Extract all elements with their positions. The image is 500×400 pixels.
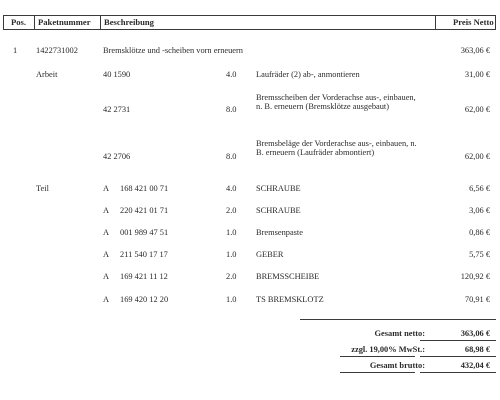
- teil-preis: 6,56 €: [469, 184, 490, 193]
- teil-menge: 1.0: [226, 250, 237, 259]
- header-paketnummer: Paketnummer: [38, 17, 91, 27]
- main-item-paketnummer: 1422731002: [36, 46, 78, 55]
- arbeit-menge: 8.0: [226, 105, 237, 114]
- teil-label: Teil: [36, 184, 49, 193]
- arbeit-preis: 62,00 €: [464, 152, 490, 161]
- teil-preis: 3,06 €: [469, 206, 490, 215]
- arbeit-nummer: 40 1590: [103, 70, 131, 79]
- teil-prefix: A: [103, 295, 110, 304]
- teil-prefix: A: [103, 228, 110, 237]
- mwst-value: 68,98 €: [464, 345, 490, 354]
- header-preis-netto: Preis Netto: [453, 17, 494, 27]
- arbeit-menge: 4.0: [226, 70, 237, 79]
- teil-nummer: 169 420 12 20: [120, 295, 169, 304]
- arbeit-beschreibung: Bremsscheiben der Vorderachse aus-, einbauen, n. B. erneuern (Bremsklötze ausgebaut): [256, 93, 416, 112]
- arbeit-beschreibung: Bremsbeläge der Vorderachse aus-, einbauen, n. B. erneuern (Laufräder abmontiert): [256, 139, 417, 158]
- brutto-value: 432,04 €: [460, 361, 490, 370]
- netto-value: 363,06 €: [460, 329, 490, 338]
- teil-beschreibung: Bremsenpaste: [256, 228, 303, 237]
- main-item-pos: 1: [13, 46, 18, 55]
- teil-prefix: A: [103, 184, 110, 193]
- teil-beschreibung: BREMSSCHEIBE: [256, 272, 320, 281]
- header-pos: Pos.: [11, 17, 27, 27]
- header-divider: [34, 16, 35, 29]
- teil-prefix: A: [103, 206, 110, 215]
- arbeit-preis: 31,00 €: [464, 70, 490, 79]
- brutto-value-underline: [420, 372, 496, 373]
- mwst-value-underline: [420, 356, 496, 357]
- teil-menge: 2.0: [226, 206, 237, 215]
- teil-menge: 1.0: [226, 228, 237, 237]
- teil-nummer: 169 421 11 12: [120, 272, 168, 281]
- teil-nummer: 001 989 47 51: [120, 228, 169, 237]
- arbeit-menge: 8.0: [226, 152, 237, 161]
- table-header: [3, 15, 496, 30]
- arbeit-label: Arbeit: [36, 70, 58, 79]
- teil-preis: 120,92 €: [460, 272, 490, 281]
- header-divider: [100, 16, 101, 29]
- teil-beschreibung: TS BREMSKLOTZ: [256, 295, 324, 304]
- arbeit-beschreibung: Laufräder (2) ab-, anmontieren: [256, 70, 360, 79]
- teil-beschreibung: SCHRAUBE: [256, 184, 301, 193]
- teil-beschreibung: GEBER: [256, 250, 284, 259]
- header-divider: [435, 16, 436, 29]
- teil-menge: 1.0: [226, 295, 237, 304]
- main-item-preis: 363,06 €: [460, 46, 490, 55]
- teil-prefix: A: [103, 272, 110, 281]
- brutto-label-underline: [340, 372, 415, 373]
- teil-menge: 4.0: [226, 184, 237, 193]
- teil-prefix: A: [103, 250, 110, 259]
- teil-nummer: 220 421 01 71: [120, 206, 169, 215]
- arbeit-nummer: 42 2706: [103, 152, 131, 161]
- main-item-beschreibung: Bremsklötze und -scheiben vorn erneuern: [103, 46, 243, 55]
- totals-divider: [300, 319, 496, 320]
- mwst-label: zzgl. 19,00% MwSt.:: [351, 345, 425, 354]
- arbeit-preis: 62,00 €: [464, 105, 490, 114]
- header-beschreibung: Beschreibung: [104, 17, 154, 27]
- teil-preis: 5,75 €: [469, 250, 490, 259]
- arbeit-nummer: 42 2731: [103, 105, 131, 114]
- teil-nummer: 168 421 00 71: [120, 184, 169, 193]
- brutto-label: Gesamt brutto:: [369, 361, 425, 370]
- teil-preis: 70,91 €: [464, 295, 490, 304]
- teil-nummer: 211 540 17 17: [120, 250, 168, 259]
- netto-underline: [420, 340, 496, 341]
- teil-beschreibung: SCHRAUBE: [256, 206, 301, 215]
- teil-preis: 0,86 €: [469, 228, 490, 237]
- netto-label: Gesamt netto:: [374, 329, 425, 338]
- teil-menge: 2.0: [226, 272, 237, 281]
- mwst-label-underline: [340, 356, 415, 357]
